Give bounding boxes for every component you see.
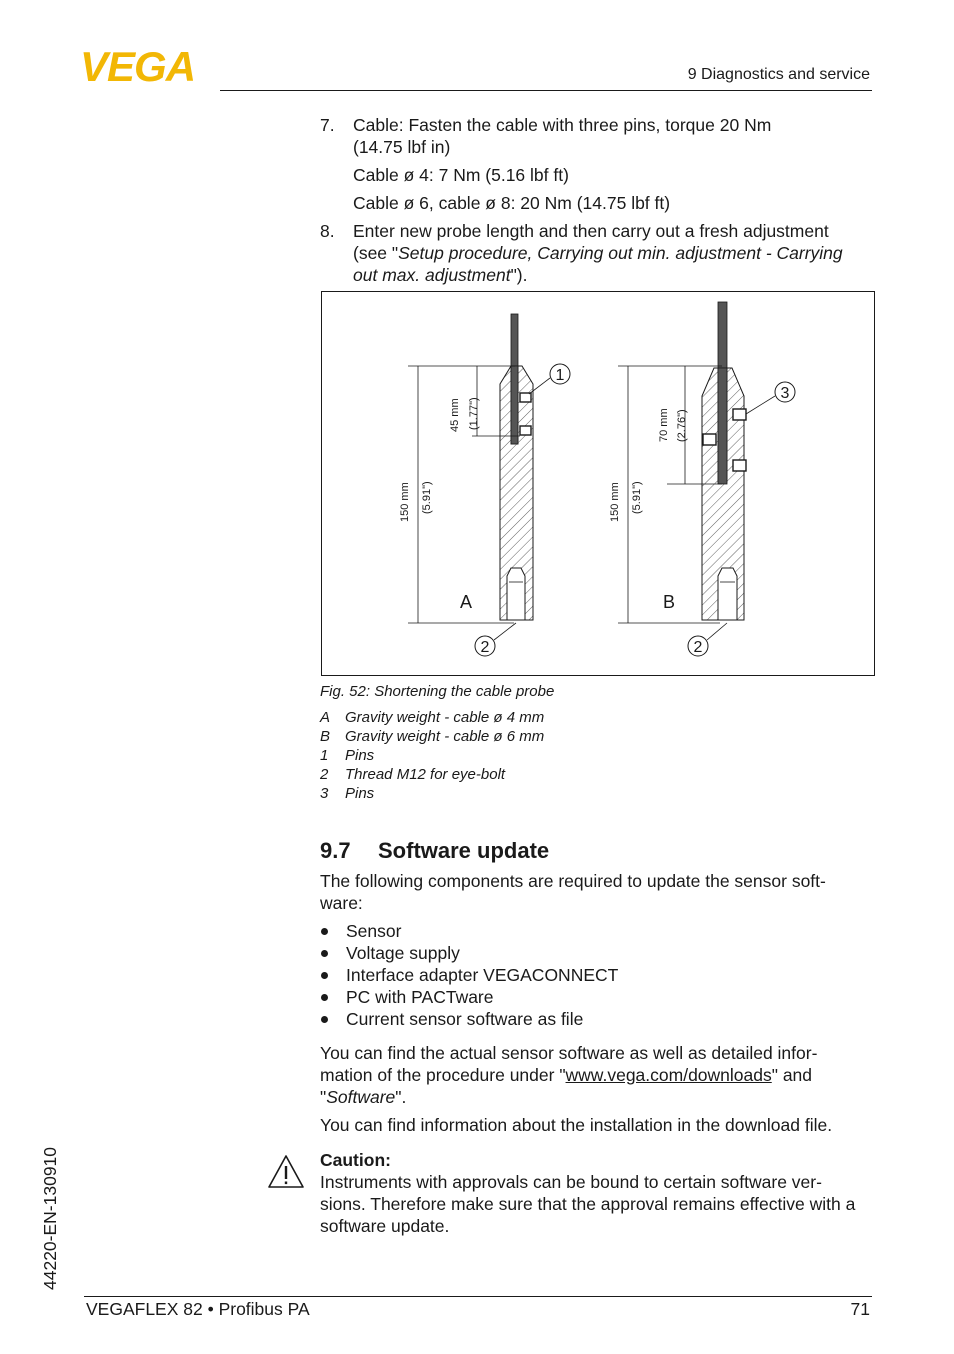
caution-title: Caution:	[320, 1150, 391, 1170]
svg-text:1: 1	[555, 367, 565, 384]
page-number: 71	[850, 1299, 870, 1319]
step-7-text	[353, 114, 771, 158]
label-a: A	[460, 592, 473, 612]
callout-3	[746, 382, 795, 414]
footer-product: VEGAFLEX 82 • Profibus PA	[86, 1299, 310, 1319]
svg-text:VEGA: VEGA	[80, 48, 196, 86]
header-divider	[220, 90, 872, 91]
legend-item: 1 Pins	[320, 747, 375, 764]
footer-divider	[84, 1296, 872, 1297]
weight-b	[702, 302, 746, 620]
figure-caption: Fig. 52: Shortening the cable probe	[320, 683, 555, 700]
section-title: Software update	[378, 838, 550, 863]
dim-b-total-mm: 150 mm	[609, 482, 621, 522]
list-item: Interface adapter VEGACONNECT	[321, 964, 618, 986]
dim-a-total-mm: 150 mm	[399, 482, 411, 522]
callout-2b	[688, 623, 727, 656]
label-b: B	[663, 592, 676, 612]
svg-text:2: 2	[480, 639, 490, 656]
legend-item: 3 Pins	[320, 785, 375, 802]
section-heading	[320, 838, 549, 864]
figure-legend	[320, 709, 544, 804]
callout-1	[529, 364, 570, 394]
step-7-line1: Cable: Fasten the cable with three pins, torque 20 Nm	[353, 115, 772, 135]
requirements-list	[321, 920, 618, 1030]
dim-a-total-in: (5.91")	[421, 481, 433, 514]
intro-paragraph: The following components are required to update the sensor soft- ware:	[320, 871, 826, 913]
legend-item: B Gravity weight - cable ø 6 mm	[320, 728, 545, 745]
section-header: 9 Diagnostics and service	[687, 66, 870, 83]
warning-icon	[266, 1153, 306, 1191]
svg-text:2: 2	[693, 639, 703, 656]
dim-b-total-in: (5.91")	[631, 481, 643, 514]
dim-a-pins-in: (1.77")	[468, 397, 480, 430]
list-item: Voltage supply	[321, 942, 618, 964]
step-7-number: 7.	[320, 115, 335, 135]
vega-logo	[80, 48, 215, 86]
step-8-number: 8.	[320, 221, 335, 241]
cable-probe-drawing	[322, 292, 874, 675]
weight-a	[500, 314, 533, 620]
step-8-line2: (see "Setup procedure, Carrying out min. adjustment - Carrying	[353, 243, 843, 263]
dim-b-pins-in: (2.76")	[676, 409, 688, 442]
step-8-line1: Enter new probe length and then carry out a fresh adjustment	[353, 221, 829, 241]
downloads-paragraph: You can find the actual sensor software as well as detailed infor- mation of the procedure under "www.vega.com/downloads" and "Software".	[320, 1043, 818, 1107]
step-8-line3: out max. adjustment").	[353, 265, 528, 285]
dim-a-pins-mm: 45 mm	[449, 398, 461, 432]
step-7-sub1: Cable ø 4: 7 Nm (5.16 lbf ft)	[353, 165, 569, 185]
callout-2a	[475, 623, 516, 656]
list-item: Sensor	[321, 920, 618, 942]
step-7-line2: (14.75 lbf in)	[353, 137, 451, 157]
list-item: Current sensor software as file	[321, 1008, 618, 1030]
dim-b-pins-mm: 70 mm	[658, 408, 670, 442]
svg-text:3: 3	[780, 385, 790, 402]
legend-item: A Gravity weight - cable ø 4 mm	[320, 709, 545, 726]
installation-paragraph: You can find information about the installation in the download file.	[320, 1115, 833, 1135]
figure-frame	[321, 291, 875, 676]
list-item: PC with PACTware	[321, 986, 618, 1008]
step-8-text	[353, 220, 843, 286]
document-number: 44220-EN-130910	[40, 1146, 60, 1290]
step-7-sub2: Cable ø 6, cable ø 8: 20 Nm (14.75 lbf ft)	[353, 193, 671, 213]
legend-item: 2 Thread M12 for eye-bolt	[320, 766, 506, 783]
section-number: 9.7	[320, 838, 351, 863]
caution-block: Caution: Instruments with approvals can be bound to certain software ver- sions. Therefore make sure that the approval remains effective with a software update.	[320, 1150, 856, 1236]
downloads-link[interactable]: www.vega.com/downloads	[565, 1065, 772, 1085]
